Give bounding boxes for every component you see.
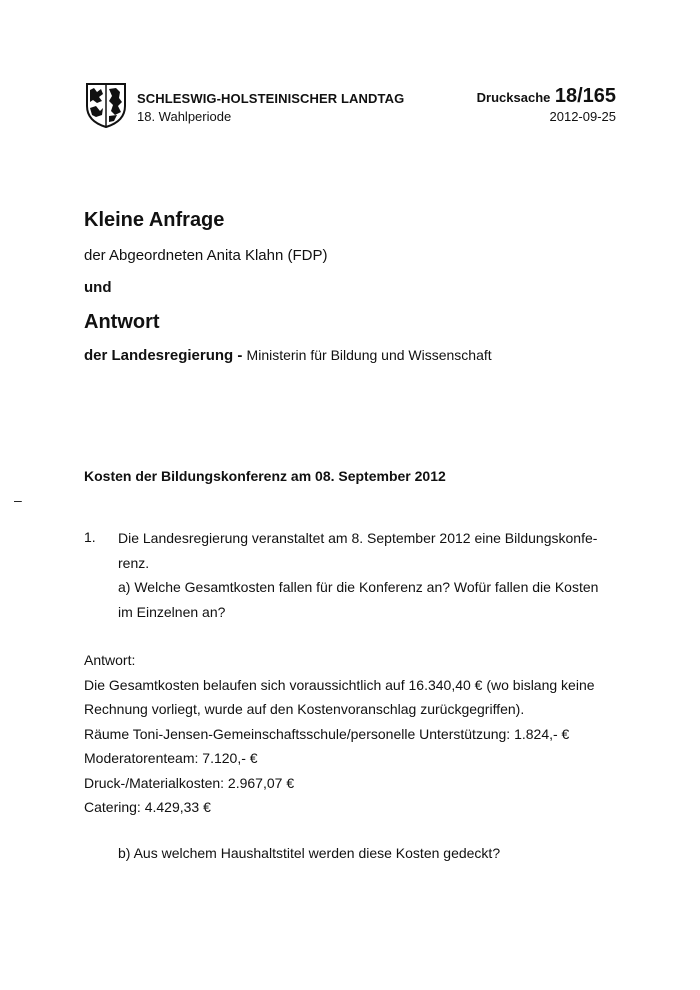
print-number: 18/165 [554,85,616,107]
answer-line: Die Gesamtkosten belaufen sich voraussichtlich auf 16.340,40 € (wo bislang keine [84,676,595,693]
answer-line: Rechnung vorliegt, wurde auf den Kostenvoranschlag zurückgegriffen). [84,701,525,717]
government-line [84,347,492,364]
question-intro-line: renz. [118,554,150,571]
government-label: der Landesregierung - [84,347,243,364]
answer-line: Catering: 4.429,33 € [84,799,211,815]
answer-block [84,648,614,820]
question-text [118,526,618,624]
answer-label: Antwort: [84,652,136,668]
antwort-heading: Antwort [84,311,160,333]
question-number: 1. [84,529,96,545]
legislative-period: 18. Wahlperiode [137,109,232,124]
print-label: Drucksache [476,90,551,105]
answer-line: Räume Toni-Jensen-Gemeinschaftsschule/personelle Unterstützung: 1.824,- € [84,725,570,742]
question-a-line: im Einzelnen an? [118,603,226,620]
answer-line: Druck-/Materialkosten: 2.967,07 € [84,774,295,791]
print-reference [477,85,616,108]
und-label: und [84,279,112,296]
ministry-name: Ministerin für Bildung und Wissenschaft [246,347,492,363]
question-b: b) Aus welchem Haushaltstitel werden diese Kosten gedeckt? [118,845,501,861]
parliament-name: SCHLESWIG-HOLSTEINISCHER LANDTAG [137,91,405,106]
question-intro-line: Die Landesregierung veranstaltet am 8. September 2012 eine Bildungskonfe- [118,530,598,546]
asked-by: der Abgeordneten Anita Klahn (FDP) [84,247,328,264]
margin-mark: – [14,492,22,508]
answer-line: Moderatorenteam: 7.120,- € [84,750,258,766]
kleine-anfrage-heading: Kleine Anfrage [84,209,225,231]
topic-heading: Kosten der Bildungskonferenz am 08. September 2012 [84,468,446,484]
question-a-line: a) Welche Gesamtkosten fallen für die Konferenz an? Wofür fallen die Kosten [118,579,599,595]
coat-of-arms-icon [84,82,128,128]
document-date: 2012-09-25 [549,109,616,124]
